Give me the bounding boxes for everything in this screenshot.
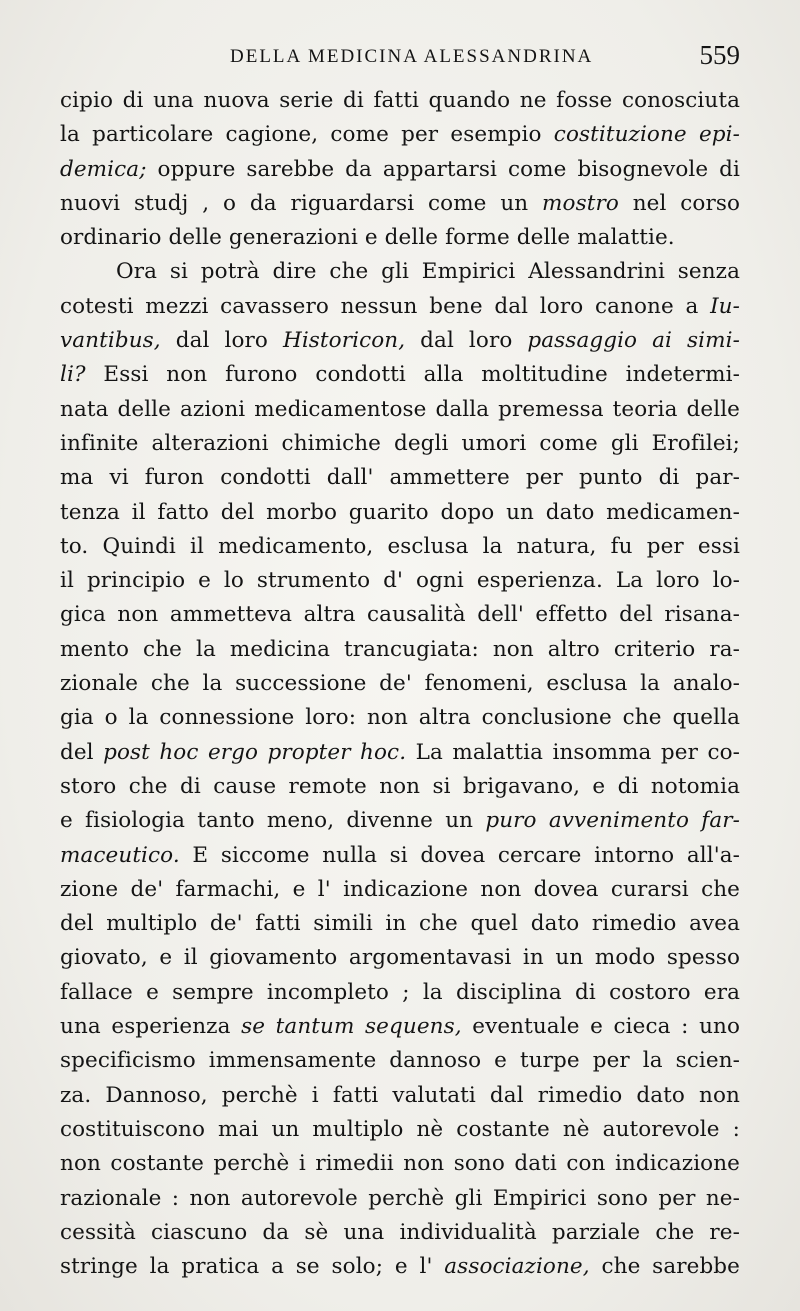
text-line: gica non ammetteva altra causalità dell' effetto del risana- [60, 602, 740, 628]
text-line: ma vi furon condotti dall' ammettere per punto di par- [60, 465, 740, 491]
text-line: nata delle azioni medicamentose dalla premessa teoria delle [60, 396, 740, 422]
text-line: zionale che la successione de' fenomeni, esclusa la analo- [60, 671, 740, 697]
text-line: cessità ciascuno da sè una individualità parziale che re- [60, 1219, 740, 1245]
text-line: to. Quindi il medicamento, esclusa la natura, fu per essi [60, 533, 740, 559]
page-header [60, 40, 740, 72]
text-line: specificismo immensamente dannoso e turpe per la scien- [60, 1048, 740, 1074]
text-line: e fisiologia tanto meno, divenne un puro avvenimento far- [60, 808, 740, 834]
body-text [60, 84, 740, 1284]
page-number: 559 [699, 40, 740, 70]
text-line: del multiplo de' fatti simili in che quel dato rimedio avea [60, 911, 740, 937]
text-line: cotesti mezzi cavassero nessun bene dal loro canone a Iu- [60, 293, 740, 319]
text-line: la particolare cagione, come per esempio costituzione epi- [60, 122, 740, 148]
text-line: vantibus, dal loro Historicon, dal loro passaggio ai simi- [60, 328, 740, 354]
text-line: demica; oppure sarebbe da appartarsi come bisognevole di [60, 156, 740, 182]
text-line: stringe la pratica a se solo; e l' associazione, che sarebbe [60, 1254, 740, 1280]
text-line: giovato, e il giovamento argomentavasi in un modo spesso [60, 945, 740, 971]
text-line: li? Essi non furono condotti alla moltitudine indetermi- [60, 362, 740, 388]
text-line: cipio di una nuova serie di fatti quando ne fosse conosciuta [60, 88, 740, 113]
running-head: DELLA MEDICINA ALESSANDRINA [230, 46, 594, 67]
text-line: gia o la connessione loro: non altra conclusione che quella [60, 705, 740, 731]
text-line: mento che la medicina trancugiata: non altro criterio ra- [60, 636, 740, 662]
text-line: storo che di cause remote non si brigavano, e di notomia [60, 773, 740, 799]
text-line: fallace e sempre incompleto ; la disciplina di costoro era [60, 979, 740, 1005]
text-line: tenza il fatto del morbo guarito dopo un dato medicamen- [60, 499, 740, 525]
text-line: il principio e lo strumento d' ogni esperienza. La loro lo- [60, 568, 740, 594]
text-line: costituiscono mai un multiplo nè costante nè autorevole : [60, 1116, 740, 1142]
text-line: una esperienza se tantum sequens, eventuale e cieca : uno [60, 1014, 741, 1040]
text-line: maceutico. E siccome nulla si dovea cercare intorno all'a- [60, 842, 740, 868]
text-line: nuovi studj , o da riguardarsi come un mostro nel corso [60, 190, 740, 216]
text-line: infinite alterazioni chimiche degli umori come gli Erofilei; [60, 430, 740, 456]
text-line: non costante perchè i rimedii non sono dati con indicazione [60, 1151, 740, 1177]
text-line: Ora si potrà dire che gli Empirici Alessandrini senza [116, 259, 740, 285]
text-line: razionale : non autorevole perchè gli Empirici sono per ne- [60, 1185, 740, 1211]
text-line: zione de' farmachi, e l' indicazione non dovea curarsi che [60, 876, 740, 902]
text-line: ordinario delle generazioni e delle forme delle malattie. [60, 225, 675, 251]
text-line: del post hoc ergo propter hoc. La malattia insomma per co- [60, 739, 740, 765]
text-line: za. Dannoso, perchè i fatti valutati dal rimedio dato non [60, 1082, 740, 1108]
